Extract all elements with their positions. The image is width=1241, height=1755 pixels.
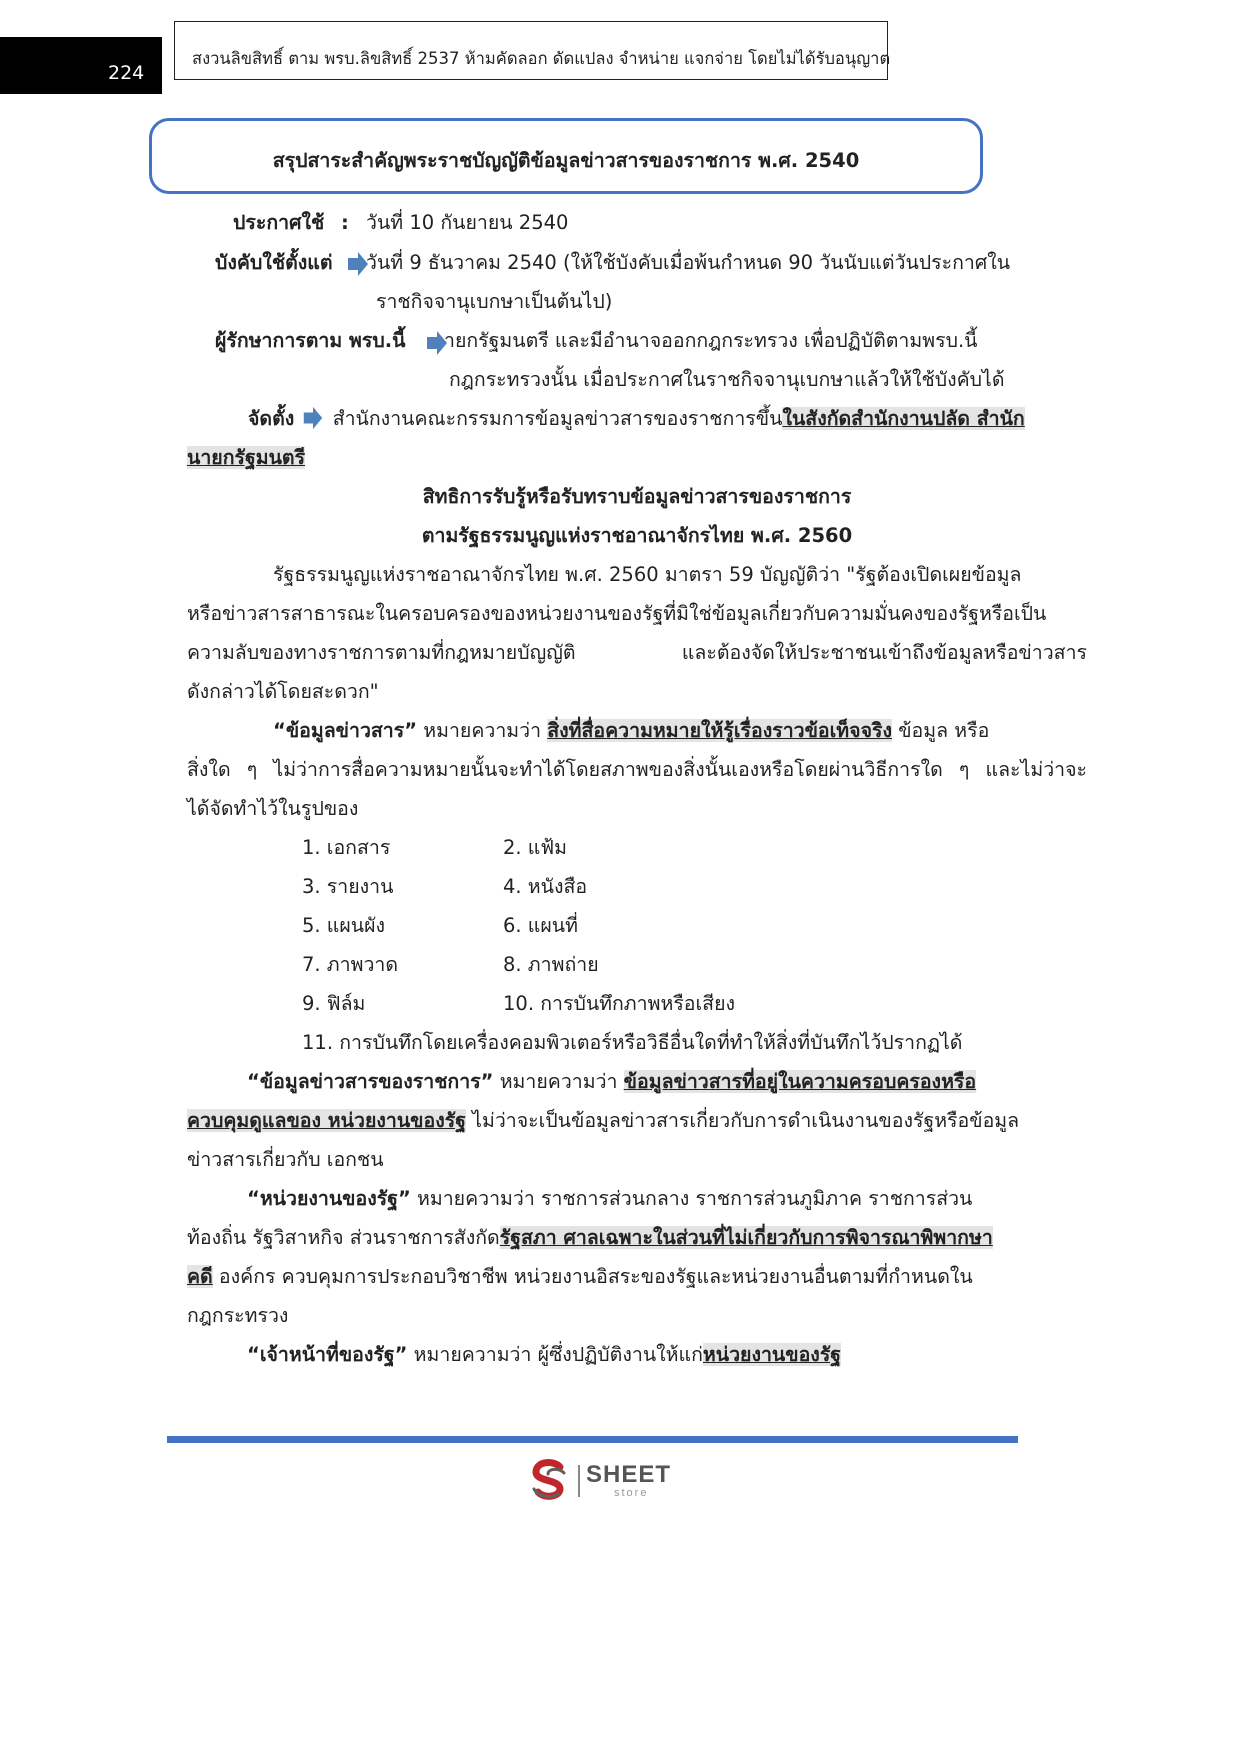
forms-list <box>302 833 1002 1067</box>
agency-def-line1: “หน่วยงานของรัฐ” หมายความว่า ราชการส่วนกลาง ราชการส่วนภูมิภาค ราชการส่วน <box>247 1187 973 1210</box>
effective-value-line1: วันที่ 9 ธันวาคม 2540 (ให้ใช้บังคับเมื่อพ้นกำหนด 90 วันนับแต่วันประกาศใน <box>366 251 1011 274</box>
minister-label: ผู้รักษาการตาม พรบ.นี้ <box>215 329 406 352</box>
logo-subtext: store <box>614 1487 649 1499</box>
copyright-notice: สงวนลิขสิทธิ์ ตาม พรบ.ลิขสิทธิ์ 2537 ห้ามคัดลอก ดัดแปลง จำหน่าย แจกจ่าย โดยไม่ได้รับอนุญาต <box>192 49 891 68</box>
list-item: 3. รายงาน 4. หนังสือ <box>302 875 588 898</box>
agency-def-emphasis: รัฐสภา ศาลเฉพาะในส่วนที่ไม่เกี่ยวกับการพิจารณาพิพากษา <box>499 1226 993 1249</box>
info-def-term: “ข้อมูลข่าวสาร” <box>273 719 418 742</box>
establish-line <box>187 404 1087 434</box>
establish-emphasis-cont: นายกรัฐมนตรี <box>187 446 306 469</box>
info-def-line2: สิ่งใด ๆ ไม่ว่าการสื่อความหมายนั้นจะทำได้โดยสภาพของสิ่งนั้นเองหรือโดยผ่านวิธีการใด ๆ และไม่ว่าจะ <box>187 758 1087 781</box>
establish-line-2 <box>187 443 1087 473</box>
gov-info-def-line1: “ข้อมูลข่าวสารของราชการ” หมายความว่า ข้อมูลข่าวสารที่อยู่ในความครอบครองหรือ <box>247 1070 977 1093</box>
officer-def-line: “เจ้าหน้าที่ของรัฐ” หมายความว่า ผู้ซึ่งปฏิบัติงานให้แก่หน่วยงานของรัฐ <box>247 1343 842 1366</box>
announce-colon: : <box>341 211 349 234</box>
sheet-store-logo <box>526 1457 686 1507</box>
document-title: สรุปสาระสำคัญพระราชบัญญัติข้อมูลข่าวสารของราชการ พ.ศ. 2540 <box>272 149 860 172</box>
establish-text: สำนักงานคณะกรรมการข้อมูลข่าวสารของราชการขึ้น <box>332 407 783 430</box>
agency-def-line4: กฎกระทรวง <box>187 1304 289 1327</box>
info-def-emphasis: สิ่งที่สื่อความหมายให้รู้เรื่องราวข้อเท็จจริง <box>547 719 893 742</box>
constitution-line2: หรือข่าวสารสาธารณะในครอบครองของหน่วยงานของรัฐที่มิใช่ข้อมูลเกี่ยวกับความมั่นคงของรัฐหรือเป็น <box>187 602 1047 625</box>
constitution-line3: ความลับของทางราชการตามที่กฎหมายบัญญัติ และต้องจัดให้ประชาชนเข้าถึงข้อมูลหรือข่าวสาร <box>187 641 1087 664</box>
agency-def-line3: คดี องค์กร ควบคุมการประกอบวิชาชีพ หน่วยงานอิสระของรัฐและหน่วยงานอื่นตามที่กำหนดใน <box>187 1265 973 1288</box>
list-item: 1. เอกสาร 2. แฟ้ม <box>302 836 568 859</box>
agency-def-term: “หน่วยงานของรัฐ” <box>247 1187 411 1210</box>
gov-info-def-line2: ควบคุมดูแลของ หน่วยงานของรัฐ ไม่ว่าจะเป็นข้อมูลข่าวสารเกี่ยวกับการดำเนินงานของรัฐหรือข้อมูล <box>187 1109 1020 1132</box>
list-item: 11. การบันทึกโดยเครื่องคอมพิวเตอร์หรือวิธีอื่นใดที่ทำให้สิ่งที่บันทึกไว้ปรากฏได้ <box>302 1031 963 1054</box>
effective-value-line2: ราชกิจจานุเบกษาเป็นต้นไป) <box>376 290 613 313</box>
subheading-line2: ตามรัฐธรรมนูญแห่งราชอาณาจักรไทย พ.ศ. 2560 <box>421 524 853 547</box>
officer-def-emphasis: หน่วยงานของรัฐ <box>702 1343 842 1366</box>
minister-value-line1: ายกรัฐมนตรี และมีอำนาจออกกฎกระทรวง เพื่อปฏิบัติตามพรบ.นี้ <box>444 329 978 352</box>
arrow-right-icon <box>302 406 324 430</box>
minister-value-line2: กฎกระทรวงนั้น เมื่อประกาศในราชกิจจานุเบกษาแล้วให้ใช้บังคับได้ <box>449 368 1005 391</box>
announce-value: วันที่ 10 กันยายน 2540 <box>366 211 569 234</box>
announce-label: ประกาศใช้ <box>233 211 325 234</box>
page-number: 224 <box>108 62 145 84</box>
logo-divider <box>578 1465 580 1497</box>
list-item: 9. ฟิล์ม 10. การบันทึกภาพหรือเสียง <box>302 992 736 1015</box>
list-item: 5. แผนผัง 6. แผนที่ <box>302 914 578 937</box>
effective-label: บังคับใช้ตั้งแต่ <box>215 251 333 274</box>
gov-info-def-emphasis: ข้อมูลข่าวสารที่อยู่ในความครอบครองหรือ <box>623 1070 977 1093</box>
constitution-line4: ดังกล่าวได้โดยสะดวก" <box>187 680 379 703</box>
gov-info-def-term: “ข้อมูลข่าวสารของราชการ” <box>247 1070 494 1093</box>
officer-def-term: “เจ้าหน้าที่ของรัฐ” <box>247 1343 408 1366</box>
info-def-line1: “ข้อมูลข่าวสาร” หมายความว่า สิ่งที่สื่อความหมายให้รู้เรื่องราวข้อเท็จจริง ข้อมูล หรือ <box>273 719 990 742</box>
list-item: 7. ภาพวาด 8. ภาพถ่าย <box>302 953 599 976</box>
subheading-line1: สิทธิการรับรู้หรือรับทราบข้อมูลข่าวสารของราชการ <box>422 485 852 508</box>
info-def-line3: ได้จัดทำไว้ในรูปของ <box>187 797 359 820</box>
sheet-logo-icon <box>526 1457 574 1505</box>
footer-rule <box>167 1436 1018 1443</box>
establish-label: จัดตั้ง <box>248 407 295 430</box>
constitution-line1: รัฐธรรมนูญแห่งราชอาณาจักรไทย พ.ศ. 2560 มาตรา 59 บัญญัติว่า "รัฐต้องเปิดเผยข้อมูล <box>273 563 1022 586</box>
logo-text: SHEET <box>586 1461 672 1488</box>
agency-def-line2: ท้องถิ่น รัฐวิสาหกิจ ส่วนราชการสังกัดรัฐสภา ศาลเฉพาะในส่วนที่ไม่เกี่ยวกับการพิจารณาพิพากษา <box>187 1226 993 1249</box>
establish-emphasis: ในสังกัดสำนักงานปลัด สำนัก <box>782 407 1025 430</box>
gov-info-def-line3: ข่าวสารเกี่ยวกับ เอกชน <box>187 1148 384 1171</box>
